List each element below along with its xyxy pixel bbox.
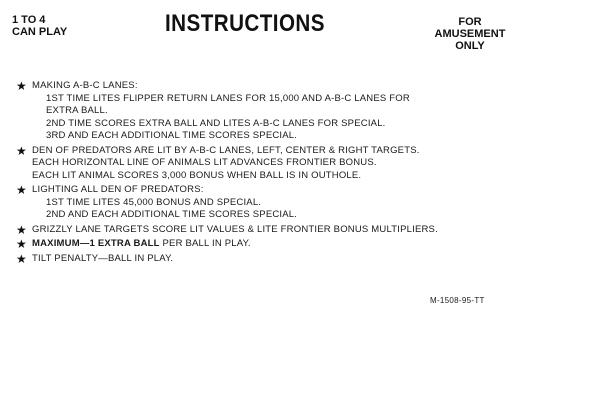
rule-den-of-predators (16, 145, 586, 183)
amusement-line-1: FOR (458, 16, 482, 28)
star-icon: ★ (16, 183, 27, 197)
rule-line (32, 238, 586, 251)
rule-lighting-all-den (16, 184, 586, 222)
star-icon: ★ (16, 251, 27, 266)
rule-line: GRIZZLY LANE TARGETS SCORE LIT VALUES & LITE FRONTIER BONUS MULTIPLIERS. (32, 223, 438, 235)
page-title: INSTRUCTIONS (165, 10, 325, 37)
rule-line: MAKING A-B-C LANES: (32, 80, 138, 91)
rule-line: DEN OF PREDATORS ARE LIT BY A-B-C LANES, LEFT, CENTER & RIGHT TARGETS. (32, 144, 420, 156)
rule-line: TILT PENALTY—BALL IN PLAY. (32, 252, 174, 264)
rule-grizzly-lane (16, 224, 586, 237)
rule-abc-lanes (16, 80, 586, 143)
amusement-label (425, 16, 515, 52)
rule-maximum-extra-ball (16, 238, 586, 251)
rule-tilt-penalty (16, 253, 586, 266)
rule-subline: 2ND TIME SCORES EXTRA BALL AND LITES A-B-C LANES FOR SPECIAL. (46, 117, 386, 129)
star-icon: ★ (16, 79, 27, 93)
rule-text: PER BALL IN PLAY. (159, 238, 251, 249)
rule-line: EACH HORIZONTAL LINE OF ANIMALS LIT ADVANCES FRONTIER BONUS. (32, 157, 377, 168)
amusement-line-3: ONLY (455, 40, 485, 52)
rule-subline: 1ST TIME LITES 45,000 BONUS AND SPECIAL. (46, 196, 262, 208)
rule-subline: 1ST TIME LITES FLIPPER RETURN LANES FOR 15,000 AND A-B-C LANES FOR (46, 92, 410, 104)
amusement-line-2: AMUSEMENT (434, 28, 506, 40)
players-line-2: CAN PLAY (12, 26, 68, 38)
rule-line: EACH LIT ANIMAL SCORES 3,000 BONUS WHEN BALL IS IN OUTHOLE. (32, 169, 362, 181)
rules-list (16, 80, 586, 267)
card-code: M-1508-95-TT (430, 296, 485, 305)
rule-subline: EXTRA BALL. (46, 105, 108, 116)
star-icon: ★ (16, 237, 27, 251)
rule-subline: 3RD AND EACH ADDITIONAL TIME SCORES SPECIAL. (46, 130, 298, 141)
star-icon: ★ (16, 222, 27, 237)
players-label (12, 14, 102, 38)
star-icon: ★ (16, 143, 27, 158)
rule-line: LIGHTING ALL DEN OF PREDATORS: (32, 184, 204, 195)
rule-subline: 2ND AND EACH ADDITIONAL TIME SCORES SPECIAL. (46, 209, 298, 220)
rule-bold-text: MAXIMUM—1 EXTRA BALL (32, 238, 160, 249)
players-line-1: 1 TO 4 (12, 14, 46, 26)
